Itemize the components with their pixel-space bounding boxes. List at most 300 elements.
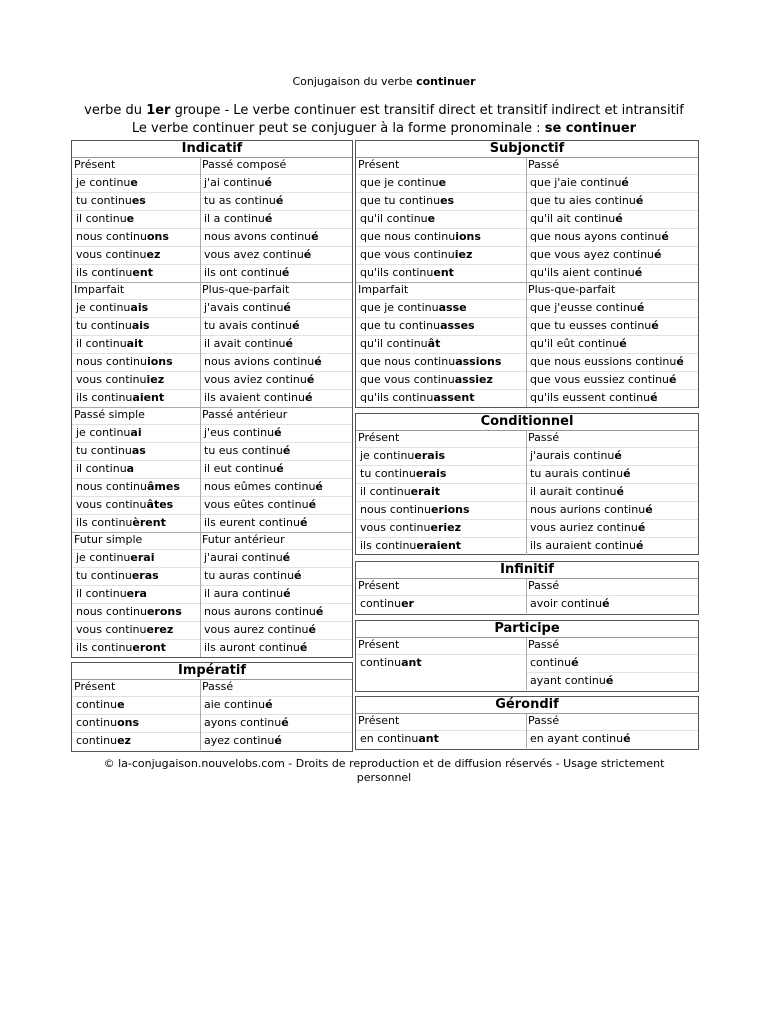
form-ending: as	[131, 444, 146, 457]
gerondif-present-column	[356, 714, 526, 748]
form-stem: vous aviez continu	[204, 373, 307, 386]
form-stem: ayant continu	[530, 674, 606, 687]
form-ending: âmes	[146, 480, 180, 493]
form-stem: que nous ayons continu	[530, 230, 662, 243]
gerondif-title: Gérondif	[356, 697, 698, 714]
tense-heading: Présent	[358, 431, 400, 444]
conjugated-form	[530, 299, 644, 317]
form-stem: continu	[76, 698, 118, 711]
conjugated-form	[360, 537, 461, 555]
conjugated-form	[76, 460, 134, 478]
form-stem: ils continu	[76, 641, 133, 654]
form-ending: ai	[130, 426, 142, 439]
form-ending: a	[126, 462, 135, 475]
form-stem: continu	[76, 734, 118, 747]
column-divider	[200, 533, 201, 657]
conjugated-form	[360, 353, 501, 371]
form-stem: j'aurais continu	[530, 449, 615, 462]
form-ending: ez	[117, 734, 131, 747]
indicatif-passe-simple-column	[72, 408, 200, 532]
conditionnel-box	[355, 413, 699, 555]
form-ending: assiez	[454, 373, 493, 386]
conjugated-form	[360, 483, 440, 501]
form-stem: ils auront continu	[204, 641, 300, 654]
form-ending: é	[276, 462, 284, 475]
form-ending: erons	[146, 605, 182, 618]
form-ending: é	[669, 373, 677, 386]
indicatif-futur-anterieur-column	[200, 533, 352, 657]
tense-heading: Passé	[528, 638, 560, 651]
form-stem: avoir continu	[530, 597, 603, 610]
form-stem: je continu	[76, 301, 131, 314]
form-ending: ant	[418, 732, 439, 745]
form-stem: que vous continu	[360, 373, 455, 386]
conjugated-form	[76, 353, 173, 371]
tense-heading: Futur antérieur	[202, 533, 285, 546]
form-stem: continu	[360, 597, 402, 610]
form-ending: é	[637, 521, 646, 534]
conjugated-form	[204, 192, 283, 210]
form-stem: ils eurent continu	[204, 516, 300, 529]
conjugated-form	[360, 174, 446, 192]
participe-box	[355, 620, 699, 692]
conjugated-form	[76, 264, 153, 282]
conjugated-form	[360, 519, 461, 537]
form-ending: aient	[132, 391, 165, 404]
form-ending: é	[294, 569, 302, 582]
column-divider	[526, 638, 527, 690]
form-stem: il aura continu	[204, 587, 284, 600]
form-ending: asses	[440, 319, 475, 332]
title-prefix: Conjugaison du verbe	[292, 75, 417, 88]
participe-passe-column	[526, 638, 698, 690]
column-divider	[526, 283, 527, 407]
form-ending: iez	[146, 373, 165, 386]
form-stem: ayez continu	[204, 734, 275, 747]
conjugated-form	[204, 389, 312, 407]
conjugated-form	[360, 501, 470, 519]
form-ending: é	[315, 605, 324, 618]
line1-c: groupe - Le verbe continuer est transitif direct et transitif indirect et intransitif	[170, 103, 684, 118]
form-ending: é	[306, 373, 315, 386]
form-stem: tu continu	[76, 444, 132, 457]
conjugated-form	[204, 299, 291, 317]
form-ending: é	[283, 301, 291, 314]
conjugated-form	[76, 424, 142, 442]
form-stem: qu'ils aient continu	[530, 266, 635, 279]
conjugated-form	[360, 246, 472, 264]
tense-heading: Présent	[358, 714, 400, 727]
form-ending: assent	[433, 391, 475, 404]
form-ending: é	[623, 467, 631, 480]
conjugated-form	[204, 174, 272, 192]
column-divider	[200, 158, 201, 282]
form-ending: é	[654, 248, 662, 261]
column-divider	[526, 714, 527, 748]
conjugated-form	[76, 621, 173, 639]
form-stem: ayons continu	[204, 716, 282, 729]
form-ending: e	[126, 212, 135, 225]
conditionnel-passe-column	[526, 431, 698, 555]
form-stem: vous continu	[360, 521, 431, 534]
form-ending: era	[126, 587, 147, 600]
form-stem: qu'il continu	[360, 212, 428, 225]
conjugated-form	[204, 442, 290, 460]
form-stem: ils auraient continu	[530, 539, 636, 552]
indicatif-passe-anterieur-column	[200, 408, 352, 532]
form-stem: en ayant continu	[530, 732, 624, 745]
form-ending: ions	[455, 230, 481, 243]
verb-group-line	[0, 103, 768, 118]
conjugated-form	[360, 210, 435, 228]
form-stem: vous eûtes continu	[204, 498, 309, 511]
conjugated-form	[76, 478, 180, 496]
form-ending: é	[274, 734, 282, 747]
form-stem: il continu	[360, 485, 411, 498]
form-stem: j'eus continu	[204, 426, 275, 439]
form-ending: e	[427, 212, 436, 225]
subjonctif-title: Subjonctif	[356, 141, 698, 158]
conjugated-form	[204, 514, 307, 532]
form-ending: é	[283, 587, 291, 600]
conjugated-form	[76, 549, 154, 567]
conjugated-form	[204, 603, 323, 621]
form-ending: ent	[433, 266, 454, 279]
tense-heading: Présent	[358, 638, 400, 651]
form-ending: é	[634, 266, 643, 279]
tense-heading: Passé	[528, 158, 560, 171]
form-stem: je continu	[76, 426, 131, 439]
conjugated-form	[204, 210, 272, 228]
conjugated-form	[76, 299, 148, 317]
infinitif-passe-column	[526, 579, 698, 613]
form-stem: nous continu	[360, 503, 431, 516]
form-stem: je continu	[76, 176, 131, 189]
conjugated-form	[360, 447, 445, 465]
line2-a: Le verbe continuer peut se conjuguer à la forme pronominale :	[131, 121, 545, 136]
form-ending: ions	[146, 355, 173, 368]
column-divider	[526, 158, 527, 282]
form-ending: é	[285, 337, 293, 350]
line2-pronominal: se continuer	[544, 121, 637, 136]
conjugated-form	[360, 317, 475, 335]
conjugated-form	[530, 246, 661, 264]
column-divider	[526, 579, 527, 613]
form-stem: que nous continu	[360, 230, 456, 243]
conjugated-form	[76, 732, 131, 750]
form-stem: nous continu	[76, 230, 147, 243]
conjugated-form	[204, 567, 302, 585]
form-stem: ils ont continu	[204, 266, 282, 279]
form-ending: é	[645, 503, 653, 516]
form-ending: é	[315, 480, 323, 493]
form-stem: nous aurons continu	[204, 605, 316, 618]
form-ending: é	[281, 266, 290, 279]
form-ending: es	[131, 194, 146, 207]
form-ending: é	[264, 212, 273, 225]
indicatif-plus-que-parfait-column	[200, 283, 352, 407]
form-stem: il continu	[76, 337, 127, 350]
form-ending: erait	[410, 485, 441, 498]
form-stem: nous continu	[76, 605, 147, 618]
conjugated-form	[204, 732, 282, 750]
form-stem: nous avions continu	[204, 355, 315, 368]
line1-group: 1er	[146, 103, 171, 118]
conjugated-form	[76, 371, 164, 389]
form-stem: vous avez continu	[204, 248, 304, 261]
tense-heading: Passé	[528, 579, 560, 592]
form-ending: é	[616, 485, 624, 498]
form-stem: tu aurais continu	[530, 467, 624, 480]
form-ending: eras	[131, 569, 159, 582]
form-stem: il a continu	[204, 212, 265, 225]
form-stem: que je continu	[360, 176, 439, 189]
form-ending: erions	[430, 503, 470, 516]
conjugated-form	[204, 696, 273, 714]
imperatif-present-column	[72, 680, 200, 750]
form-ending: asse	[438, 301, 467, 314]
form-ending: erais	[415, 467, 447, 480]
conjugated-form	[360, 299, 467, 317]
form-stem: que j'eusse continu	[530, 301, 637, 314]
form-ending: eraient	[416, 539, 462, 552]
form-stem: tu auras continu	[204, 569, 295, 582]
form-ending: eront	[132, 641, 166, 654]
form-ending: er	[401, 597, 414, 610]
conjugated-form	[204, 424, 282, 442]
tense-heading: Imparfait	[358, 283, 409, 296]
form-stem: vous continu	[76, 373, 147, 386]
title-verb: continuer	[416, 75, 476, 88]
form-ending: ons	[146, 230, 169, 243]
form-stem: que j'aie continu	[530, 176, 622, 189]
form-ending: é	[623, 732, 631, 745]
subjonctif-passe-column	[526, 158, 698, 282]
conjugated-form	[76, 585, 147, 603]
indicatif-box	[71, 140, 353, 658]
form-stem: ils avaient continu	[204, 391, 305, 404]
form-ending: é	[265, 698, 273, 711]
form-ending: é	[303, 248, 312, 261]
form-stem: vous continu	[76, 248, 147, 261]
form-stem: vous aurez continu	[204, 623, 309, 636]
form-stem: tu continu	[76, 569, 132, 582]
form-stem: nous aurions continu	[530, 503, 646, 516]
column-divider	[526, 431, 527, 555]
form-ending: erez	[146, 623, 174, 636]
conjugated-form	[530, 389, 658, 407]
form-ending: é	[264, 176, 272, 189]
conjugated-form	[530, 501, 653, 519]
form-ending: ait	[126, 337, 144, 350]
tense-heading: Passé antérieur	[202, 408, 288, 421]
conjugated-form	[360, 192, 454, 210]
form-stem: aie continu	[204, 698, 266, 711]
indicatif-title: Indicatif	[72, 141, 352, 158]
form-stem: que vous eussiez continu	[530, 373, 670, 386]
form-stem: qu'il eût continu	[530, 337, 620, 350]
form-ending: é	[282, 551, 291, 564]
tense-heading: Présent	[358, 158, 400, 171]
form-stem: que nous eussions continu	[530, 355, 677, 368]
form-ending: ons	[117, 716, 139, 729]
form-ending: é	[635, 539, 644, 552]
column-divider	[200, 283, 201, 407]
conjugated-form	[76, 442, 146, 460]
tense-heading: Passé simple	[74, 408, 145, 421]
form-ending: é	[614, 449, 622, 462]
conjugated-form	[204, 371, 314, 389]
form-stem: que vous continu	[360, 248, 455, 261]
gerondif-box	[355, 696, 699, 750]
form-stem: que tu aies continu	[530, 194, 636, 207]
form-stem: il continu	[76, 212, 127, 225]
conjugated-form	[204, 228, 319, 246]
conjugated-form	[76, 567, 159, 585]
form-ending: eriez	[430, 521, 462, 534]
conjugated-form	[360, 264, 454, 282]
form-ending: e	[117, 698, 125, 711]
form-stem: que je continu	[360, 301, 439, 314]
indicatif-futur-simple-column	[72, 533, 200, 657]
form-stem: tu as continu	[204, 194, 276, 207]
conjugated-form	[530, 595, 610, 613]
tense-heading: Plus-que-parfait	[528, 283, 616, 296]
conjugated-form	[530, 228, 669, 246]
conjugated-form	[76, 514, 166, 532]
form-stem: que nous continu	[360, 355, 456, 368]
column-divider	[200, 680, 201, 750]
form-ending: é	[651, 319, 659, 332]
subjonctif-box	[355, 140, 699, 408]
conjugated-form	[76, 496, 173, 514]
form-stem: qu'il continu	[360, 337, 428, 350]
form-ending: ez	[146, 248, 161, 261]
conjugated-form	[204, 549, 290, 567]
conjugated-form	[360, 465, 446, 483]
form-stem: nous continu	[76, 480, 147, 493]
form-ending: é	[621, 176, 629, 189]
form-ending: èrent	[132, 516, 166, 529]
form-stem: je continu	[76, 551, 131, 564]
form-ending: é	[281, 716, 289, 729]
form-ending: é	[308, 498, 317, 511]
form-stem: nous avons continu	[204, 230, 312, 243]
conjugated-form	[204, 621, 316, 639]
conjugated-form	[76, 192, 146, 210]
conjugated-form	[530, 335, 627, 353]
form-ending: ât	[427, 337, 441, 350]
form-stem: il aurait continu	[530, 485, 617, 498]
infinitif-title: Infinitif	[356, 562, 698, 579]
tense-heading: Passé	[528, 714, 560, 727]
page-title	[0, 75, 768, 88]
form-stem: je continu	[360, 449, 415, 462]
tense-heading: Passé	[202, 680, 234, 693]
line1-a: verbe du	[84, 103, 147, 118]
conjugated-form	[530, 519, 645, 537]
form-ending: é	[314, 355, 322, 368]
conditionnel-title: Conditionnel	[356, 414, 698, 431]
form-ending: iez	[454, 248, 473, 261]
form-ending: é	[299, 516, 308, 529]
conjugated-form	[530, 264, 642, 282]
conjugated-form	[76, 210, 134, 228]
form-ending: é	[605, 674, 614, 687]
form-ending: é	[619, 337, 627, 350]
conjugated-form	[204, 317, 300, 335]
pronominal-line	[0, 121, 768, 136]
form-stem: qu'il ait continu	[530, 212, 616, 225]
conjugated-form	[204, 335, 293, 353]
conjugated-form	[204, 639, 307, 657]
form-ending: é	[275, 194, 284, 207]
indicatif-present-column	[72, 158, 200, 282]
form-stem: ils continu	[360, 539, 417, 552]
form-stem: continu	[530, 656, 572, 669]
copyright-footer: © la-conjugaison.nouvelobs.com - Droits de reproduction et de diffusion réservés - Usage strictement personnel	[103, 757, 665, 784]
form-ending: é	[615, 212, 623, 225]
form-stem: tu continu	[360, 467, 416, 480]
indicatif-imparfait-column	[72, 283, 200, 407]
form-ending: é	[635, 194, 644, 207]
form-stem: il continu	[76, 587, 127, 600]
form-stem: ils continu	[76, 516, 133, 529]
conjugated-form	[530, 465, 631, 483]
tense-heading: Passé	[528, 431, 560, 444]
infinitif-box	[355, 561, 699, 615]
conjugated-form	[204, 714, 289, 732]
form-stem: vous auriez continu	[530, 521, 638, 534]
form-ending: é	[676, 355, 684, 368]
form-stem: qu'ils continu	[360, 266, 434, 279]
subjonctif-plus-que-parfait-column	[526, 283, 698, 407]
form-stem: qu'ils eussent continu	[530, 391, 651, 404]
form-ending: erais	[414, 449, 446, 462]
form-ending: é	[299, 641, 308, 654]
form-stem: continu	[360, 656, 402, 669]
conjugated-form	[530, 371, 676, 389]
conjugated-form	[204, 585, 291, 603]
conjugated-form	[204, 460, 284, 478]
conjugated-form	[530, 317, 659, 335]
form-stem: j'ai continu	[204, 176, 265, 189]
form-ending: é	[636, 301, 645, 314]
conjugated-form	[530, 537, 643, 555]
form-stem: que tu eusses continu	[530, 319, 652, 332]
conjugated-form	[530, 174, 629, 192]
form-stem: j'avais continu	[204, 301, 284, 314]
subjonctif-imparfait-column	[356, 283, 526, 407]
participe-title: Participe	[356, 621, 698, 638]
form-ending: é	[274, 426, 282, 439]
tense-heading: Imparfait	[74, 283, 125, 296]
conjugated-form	[530, 192, 643, 210]
conjugated-form	[76, 174, 138, 192]
form-ending: ent	[132, 266, 153, 279]
form-stem: continu	[76, 716, 118, 729]
form-ending: é	[571, 656, 579, 669]
form-ending: âtes	[146, 498, 174, 511]
tense-heading: Futur simple	[74, 533, 143, 546]
form-stem: en continu	[360, 732, 419, 745]
form-ending: ant	[401, 656, 422, 669]
form-stem: qu'ils continu	[360, 391, 434, 404]
form-stem: tu eus continu	[204, 444, 283, 457]
conjugated-form	[204, 246, 311, 264]
conjugated-form	[76, 696, 125, 714]
conjugated-form	[76, 389, 164, 407]
